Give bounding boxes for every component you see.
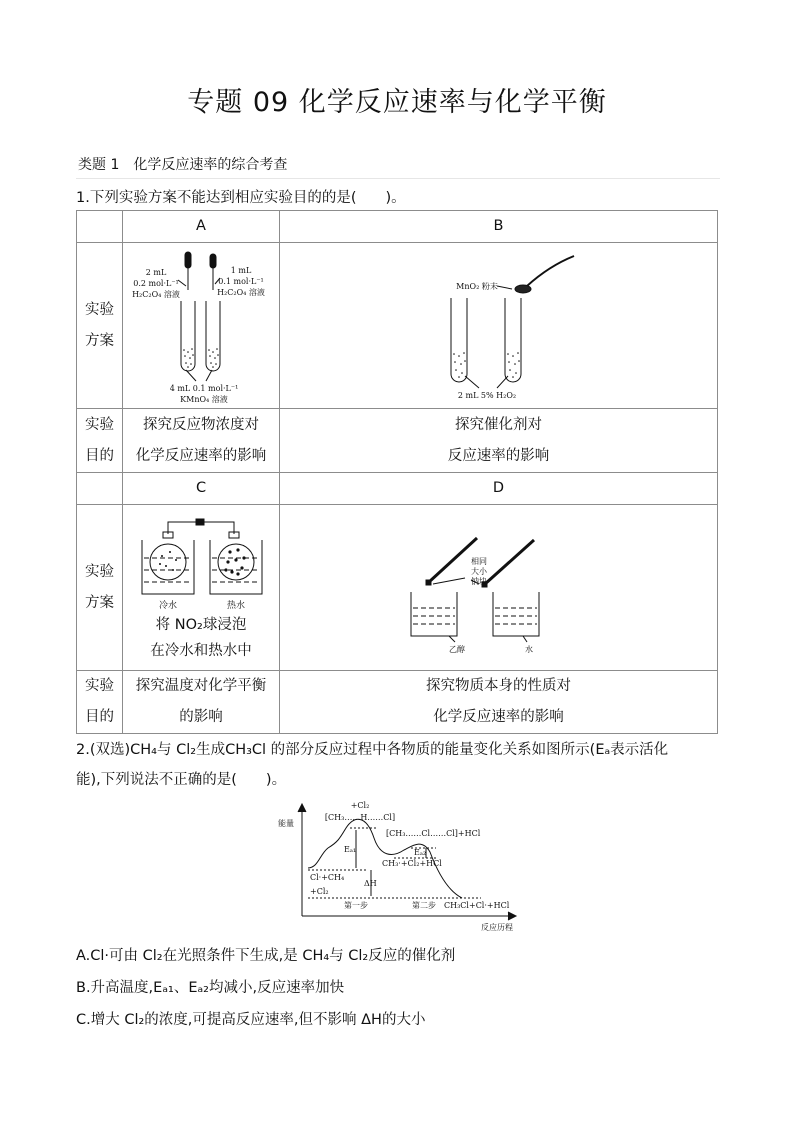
svg-text:冷水: 冷水 — [158, 600, 178, 611]
page-title: 专题 09 化学反应速率与化学平衡 — [187, 87, 607, 118]
figure-a-test-tubes — [126, 246, 276, 406]
figure-c-no2-balls — [126, 512, 276, 612]
svg-text:MnO₂ 粉末: MnO₂ 粉末 — [455, 281, 498, 291]
svg-text:0.2 mol·L⁻¹: 0.2 mol·L⁻¹ — [133, 278, 179, 288]
option-b: B.升高温度,Eₐ₁、Eₐ₂均减小,反应速率加快 — [76, 980, 345, 996]
figure-c-cell — [123, 505, 280, 671]
svg-text:+Cl₂: +Cl₂ — [310, 887, 329, 896]
svg-text:大小: 大小 — [470, 566, 487, 576]
caption-c-line1: 将 NO₂球浸泡 — [155, 616, 247, 633]
svg-text:反应历程: 反应历程 — [481, 923, 513, 932]
svg-text:+Cl₂: +Cl₂ — [350, 801, 370, 810]
purpose-a: 探究反应物浓度对 化学反应速率的影响 — [123, 409, 280, 473]
svg-text:能量: 能量 — [278, 819, 294, 828]
svg-text:1 mL: 1 mL — [230, 265, 252, 275]
svg-text:H₂C₂O₄ 溶液: H₂C₂O₄ 溶液 — [132, 289, 180, 299]
section-divider — [76, 178, 720, 179]
question-1-stem: 1.下列实验方案不能达到相应实验目的的是( )。 — [76, 190, 406, 206]
svg-text:H₂C₂O₄ 溶液: H₂C₂O₄ 溶液 — [217, 287, 265, 297]
svg-text:Eₐ₁: Eₐ₁ — [344, 845, 357, 854]
figure-d-sodium-beakers — [399, 518, 599, 658]
question-2-stem-line2: 能),下列说法不正确的是( )。 — [76, 772, 287, 788]
svg-text:第一步: 第一步 — [344, 901, 368, 910]
row-label-purpose-ab: 实验 目的 — [77, 409, 123, 473]
svg-text:相同: 相同 — [470, 556, 487, 566]
svg-text:[CH₃……Cl……Cl]+HCl: [CH₃……Cl……Cl]+HCl — [386, 829, 481, 838]
svg-text:4 mL 0.1 mol·L⁻¹: 4 mL 0.1 mol·L⁻¹ — [169, 383, 239, 393]
col-header-a: A — [123, 211, 280, 243]
section-heading: 类题 1 化学反应速率的综合考查 — [78, 157, 288, 173]
purpose-c: 探究温度对化学平衡 的影响 — [123, 671, 280, 734]
svg-text:第二步: 第二步 — [412, 901, 436, 910]
svg-text:热水: 热水 — [226, 600, 246, 611]
figure-b-test-tubes — [409, 246, 589, 406]
option-c: C.增大 Cl₂的浓度,可提高反应速率,但不影响 ΔH的大小 — [76, 1012, 426, 1028]
svg-text:Eₐ₂: Eₐ₂ — [414, 848, 427, 857]
row-label-scheme-cd: 实验 方案 — [77, 505, 123, 671]
figure-d-cell — [280, 505, 718, 671]
svg-text:2 mL 5% H₂O₂: 2 mL 5% H₂O₂ — [457, 390, 516, 400]
energy-diagram — [276, 798, 526, 933]
svg-text:CH₃·+Cl₂+HCl: CH₃·+Cl₂+HCl — [382, 859, 442, 868]
svg-text:ΔH: ΔH — [364, 879, 377, 888]
svg-text:Cl·+CH₄: Cl·+CH₄ — [310, 873, 345, 882]
experiment-table — [76, 210, 718, 734]
svg-text:KMnO₄ 溶液: KMnO₄ 溶液 — [180, 394, 228, 404]
figure-a-cell — [123, 243, 280, 409]
svg-text:0.1 mol·L⁻¹: 0.1 mol·L⁻¹ — [218, 276, 264, 286]
col-header-b: B — [280, 211, 718, 243]
figure-b-cell — [280, 243, 718, 409]
svg-text:水: 水 — [524, 644, 533, 654]
col-header-c: C — [123, 473, 280, 505]
purpose-b: 探究催化剂对 反应速率的影响 — [280, 409, 718, 473]
row-label-purpose-cd: 实验 目的 — [77, 671, 123, 734]
purpose-d: 探究物质本身的性质对 化学反应速率的影响 — [280, 671, 718, 734]
svg-text:2 mL: 2 mL — [145, 267, 167, 277]
svg-text:乙醇: 乙醇 — [448, 644, 465, 654]
svg-text:[CH₃……H……Cl]: [CH₃……H……Cl] — [324, 813, 396, 822]
svg-text:钠块: 钠块 — [470, 576, 487, 586]
caption-c-line2: 在冷水和热水中 — [150, 642, 252, 659]
svg-text:CH₃Cl+Cl·+HCl: CH₃Cl+Cl·+HCl — [444, 901, 510, 910]
option-a: A.Cl·可由 Cl₂在光照条件下生成,是 CH₄与 Cl₂反应的催化剂 — [76, 948, 456, 964]
row-label-scheme: 实验 方案 — [77, 243, 123, 409]
col-header-d: D — [280, 473, 718, 505]
question-2-stem-line1: 2.(双选)CH₄与 Cl₂生成CH₃Cl 的部分反应过程中各物质的能量变化关系如图所示(Eₐ表示活化 — [76, 742, 669, 758]
